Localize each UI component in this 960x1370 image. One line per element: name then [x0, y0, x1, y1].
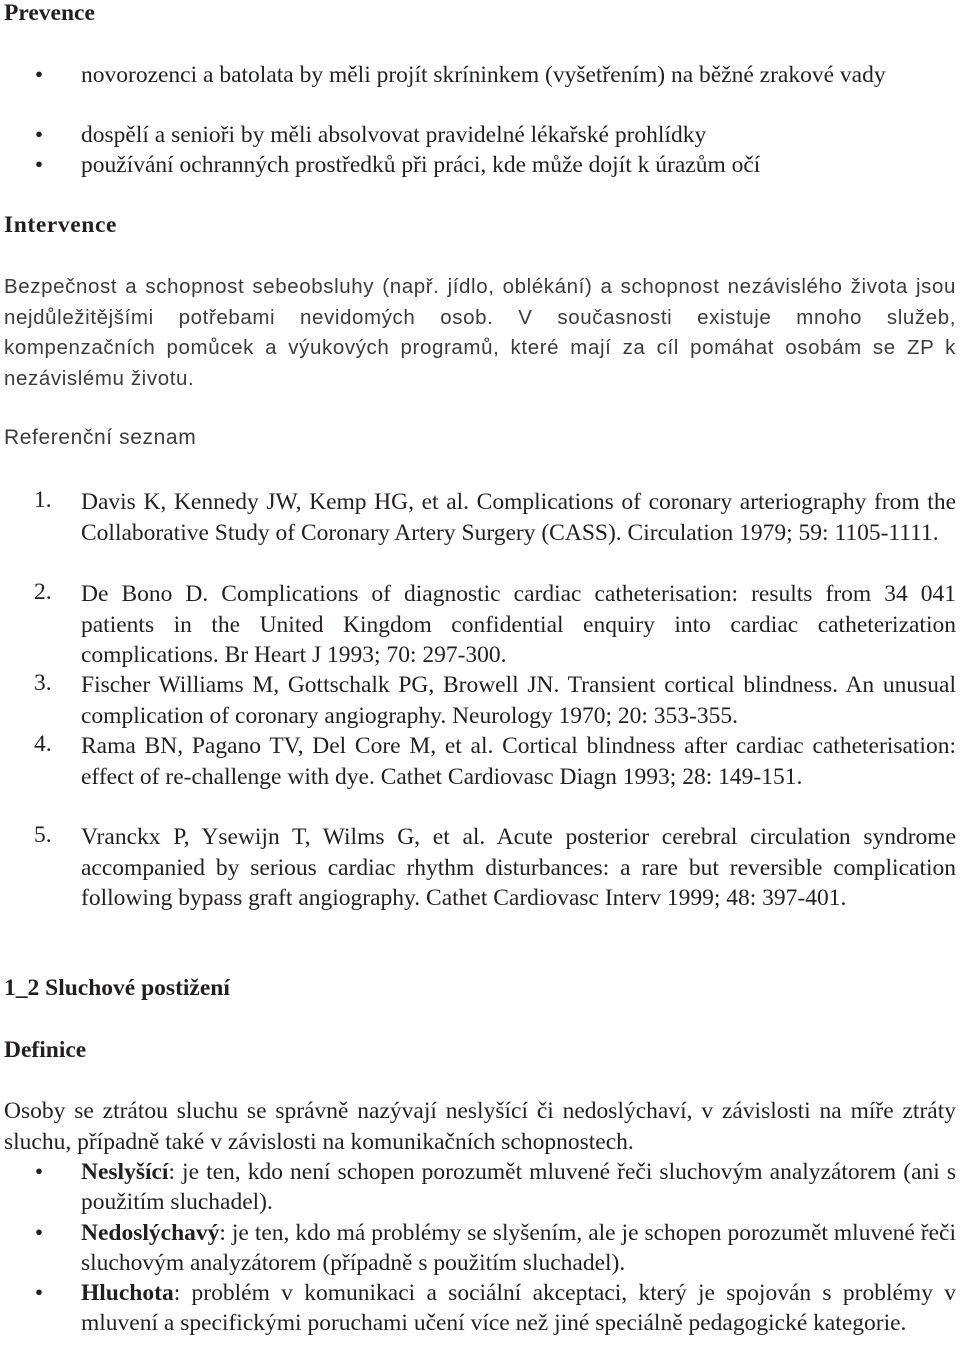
heading-prevence: Prevence: [4, 0, 95, 26]
reference-item-3: Fischer Williams M, Gottschalk PG, Browell JN. Transient cortical blindness. An unusual complication of coronary angiography. Neurology 1970; 20: 353-355.: [81, 672, 956, 729]
definice-bullet-text: : problém v komunikaci a sociální akceptaci, který je spojován s problémy v mluvení a specifickými poruchami učení více než jiné speciálně pedagogické kategorie.: [81, 1280, 956, 1336]
definice-bullet-3: [81, 1278, 956, 1338]
reference-number: 3.: [34, 670, 52, 696]
heading-intervence: Intervence: [4, 212, 118, 238]
reference-item-2: De Bono D. Complications of diagnostic cardiac catheterisation: results from 34 041 patients in the United Kingdom confidential enquiry into cardiac catheterization complications. Br Heart J 1993; 70: 297-300.: [81, 581, 956, 668]
definice-bullet-text: : je ten, kdo má problémy se slyšením, ale je schopen porozumět mluvené řeči sluchovým analyzátorem (případně s použitím sluchadel).: [81, 1220, 956, 1276]
bullet-icon: •: [34, 1159, 44, 1185]
reference-number: 1.: [34, 487, 52, 513]
definice-bullet-2: [81, 1218, 956, 1278]
bullet-icon: •: [34, 152, 44, 178]
reference-number: 5.: [34, 822, 52, 848]
heading-references: Referenční seznam: [4, 426, 197, 449]
section-heading: 1_2 Sluchové postižení: [4, 975, 230, 1001]
reference-number: 4.: [34, 731, 52, 757]
intervence-paragraph: Bezpečnost a schopnost sebeobsluhy (např. jídlo, oblékání) a schopnost nezávislého života jsou nejdůležitějšími potřebami nevidomých osob. V současnosti existuje mnoho služeb, kompenzačních pomůcek a výukových programů, které mají za cíl pomáhat osobám se ZP k nezávislému životu.: [4, 275, 956, 390]
definice-bullet-text: : je ten, kdo není schopen porozumět mluvené řeči sluchovým analyzátorem (ani s použitím sluchadel).: [81, 1159, 956, 1215]
definice-paragraph: Osoby se ztrátou sluchu se správně nazývají neslyšící či nedoslýchaví, v závislosti na míře ztráty sluchu, případně také v závislosti na komunikačních schopnostech.: [4, 1098, 956, 1155]
term-neslysici: Neslyšící: [81, 1159, 169, 1185]
reference-item-1: Davis K, Kennedy JW, Kemp HG, et al. Complications of coronary arteriography from the Collaborative Study of Coronary Artery Surgery (CASS). Circulation 1979; 59: 1105-1111.: [81, 489, 956, 546]
prevence-bullet-2: dospělí a senioři by měli absolvovat pravidelné lékařské prohlídky: [81, 122, 707, 148]
prevence-bullet-3: používání ochranných prostředků při práci, kde může dojít k úrazům očí: [81, 152, 761, 178]
bullet-icon: •: [34, 122, 44, 148]
reference-item-5: Vranckx P, Ysewijn T, Wilms G, et al. Acute posterior cerebral circulation syndrome accompanied by serious cardiac rhythm disturbances: a rare but reversible complication following bypass graft angiography. Cathet Cardiovasc Interv 1999; 48: 397-401.: [81, 824, 956, 911]
reference-number: 2.: [34, 579, 52, 605]
bullet-icon: •: [34, 1220, 44, 1246]
term-nedoslychavy: Nedoslýchavý: [81, 1220, 220, 1246]
bullet-icon: •: [34, 1280, 44, 1306]
term-hluchota: Hluchota: [81, 1280, 174, 1306]
reference-item-4: Rama BN, Pagano TV, Del Core M, et al. Cortical blindness after cardiac catheterisation: effect of re-challenge with dye. Cathet Cardiovasc Diagn 1993; 28: 149-151.: [81, 733, 956, 790]
bullet-icon: •: [34, 62, 44, 88]
definice-bullet-1: [81, 1157, 956, 1217]
heading-definice: Definice: [4, 1037, 87, 1063]
prevence-bullet-1: novorozenci a batolata by měli projít skríninkem (vyšetřením) na běžné zrakové vady: [81, 62, 886, 88]
